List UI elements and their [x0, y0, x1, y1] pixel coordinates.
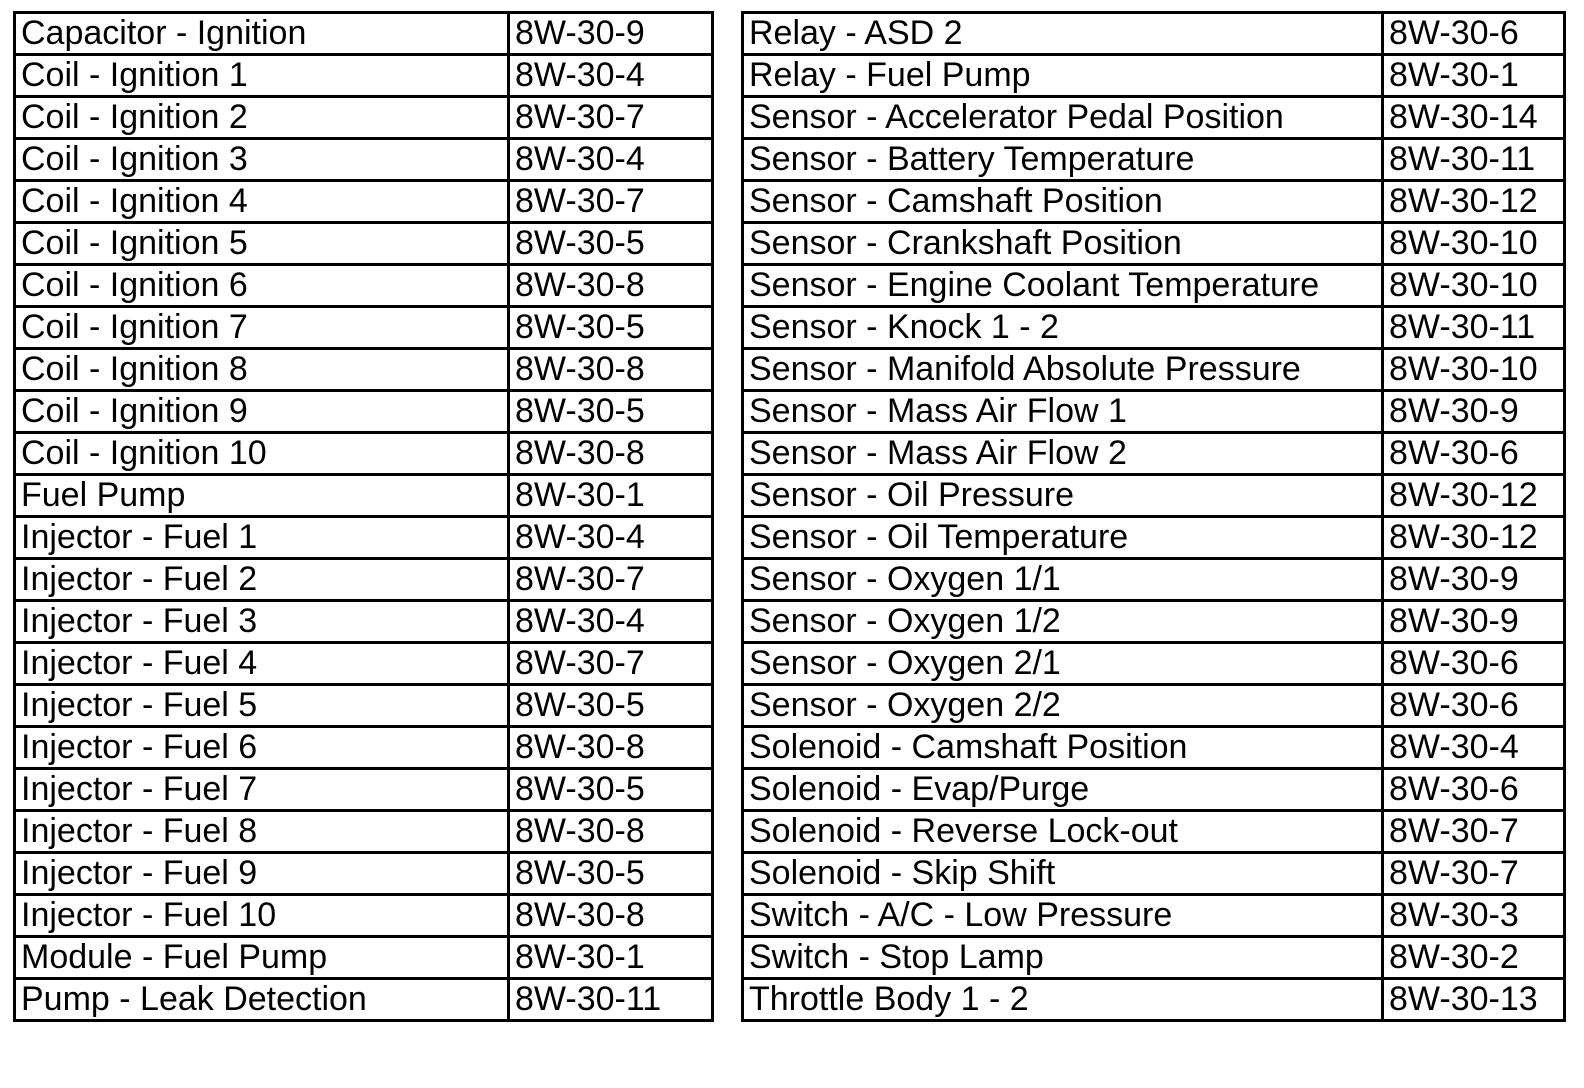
table-row [15, 601, 713, 643]
component-name-cell: Sensor - Crankshaft Position [743, 223, 1383, 265]
page-reference-cell: 8W-30-8 [509, 349, 713, 391]
component-name-cell: Coil - Ignition 10 [15, 433, 509, 475]
page-reference-cell: 8W-30-7 [509, 559, 713, 601]
page-reference-cell: 8W-30-13 [1383, 979, 1565, 1021]
component-name-cell: Coil - Ignition 5 [15, 223, 509, 265]
page-reference-cell: 8W-30-9 [1383, 391, 1565, 433]
table-row [743, 55, 1565, 97]
table-row [15, 769, 713, 811]
table-row [743, 685, 1565, 727]
page-reference-cell: 8W-30-7 [509, 643, 713, 685]
component-name-cell: Solenoid - Skip Shift [743, 853, 1383, 895]
table-row [15, 97, 713, 139]
page-reference-cell: 8W-30-4 [509, 517, 713, 559]
table-row [15, 349, 713, 391]
table-row [743, 265, 1565, 307]
table-row [15, 139, 713, 181]
table-row [743, 811, 1565, 853]
table-row [15, 517, 713, 559]
page-reference-cell: 8W-30-9 [1383, 601, 1565, 643]
table-row [743, 433, 1565, 475]
component-index-table-right [741, 11, 1566, 1022]
page-reference-cell: 8W-30-8 [509, 433, 713, 475]
table-row [743, 895, 1565, 937]
component-name-cell: Throttle Body 1 - 2 [743, 979, 1383, 1021]
table-row [15, 937, 713, 979]
component-name-cell: Pump - Leak Detection [15, 979, 509, 1021]
table-row [743, 139, 1565, 181]
page-reference-cell: 8W-30-8 [509, 727, 713, 769]
table-row [15, 643, 713, 685]
component-name-cell: Coil - Ignition 8 [15, 349, 509, 391]
component-name-cell: Coil - Ignition 9 [15, 391, 509, 433]
component-name-cell: Injector - Fuel 6 [15, 727, 509, 769]
page-reference-cell: 8W-30-7 [509, 181, 713, 223]
component-name-cell: Injector - Fuel 5 [15, 685, 509, 727]
page-reference-cell: 8W-30-7 [1383, 811, 1565, 853]
component-name-cell: Relay - Fuel Pump [743, 55, 1383, 97]
page-reference-cell: 8W-30-3 [1383, 895, 1565, 937]
page-reference-cell: 8W-30-5 [509, 307, 713, 349]
component-name-cell: Injector - Fuel 10 [15, 895, 509, 937]
table-row [15, 391, 713, 433]
component-name-cell: Coil - Ignition 7 [15, 307, 509, 349]
page-reference-cell: 8W-30-6 [1383, 13, 1565, 55]
table-row [743, 559, 1565, 601]
page-reference-cell: 8W-30-2 [1383, 937, 1565, 979]
page-reference-cell: 8W-30-4 [1383, 727, 1565, 769]
component-name-cell: Sensor - Engine Coolant Temperature [743, 265, 1383, 307]
page-reference-cell: 8W-30-11 [1383, 307, 1565, 349]
component-name-cell: Coil - Ignition 4 [15, 181, 509, 223]
table-row [15, 433, 713, 475]
page-reference-cell: 8W-30-5 [509, 223, 713, 265]
component-name-cell: Injector - Fuel 3 [15, 601, 509, 643]
page-reference-cell: 8W-30-8 [509, 811, 713, 853]
component-name-cell: Sensor - Oil Temperature [743, 517, 1383, 559]
page-reference-cell: 8W-30-5 [509, 853, 713, 895]
component-name-cell: Injector - Fuel 2 [15, 559, 509, 601]
page-reference-cell: 8W-30-6 [1383, 685, 1565, 727]
component-name-cell: Switch - A/C - Low Pressure [743, 895, 1383, 937]
page-reference-cell: 8W-30-10 [1383, 265, 1565, 307]
table-row [743, 853, 1565, 895]
table-row [743, 181, 1565, 223]
page-reference-cell: 8W-30-8 [509, 895, 713, 937]
table-row [743, 349, 1565, 391]
component-name-cell: Sensor - Oil Pressure [743, 475, 1383, 517]
table-row [15, 265, 713, 307]
page-reference-cell: 8W-30-4 [509, 601, 713, 643]
page-reference-cell: 8W-30-7 [1383, 853, 1565, 895]
table-row [15, 55, 713, 97]
component-name-cell: Sensor - Battery Temperature [743, 139, 1383, 181]
page-reference-cell: 8W-30-1 [509, 937, 713, 979]
table-row [743, 937, 1565, 979]
component-name-cell: Switch - Stop Lamp [743, 937, 1383, 979]
table-row [743, 643, 1565, 685]
component-name-cell: Coil - Ignition 6 [15, 265, 509, 307]
page-reference-cell: 8W-30-6 [1383, 433, 1565, 475]
table-row [15, 559, 713, 601]
component-name-cell: Sensor - Manifold Absolute Pressure [743, 349, 1383, 391]
component-name-cell: Sensor - Oxygen 1/1 [743, 559, 1383, 601]
table-row [15, 853, 713, 895]
page-reference-cell: 8W-30-6 [1383, 643, 1565, 685]
component-name-cell: Solenoid - Reverse Lock-out [743, 811, 1383, 853]
table-row [15, 181, 713, 223]
component-name-cell: Coil - Ignition 1 [15, 55, 509, 97]
page-reference-cell: 8W-30-11 [1383, 139, 1565, 181]
table-row [743, 517, 1565, 559]
table-row [743, 601, 1565, 643]
component-name-cell: Sensor - Oxygen 1/2 [743, 601, 1383, 643]
page-reference-cell: 8W-30-5 [509, 769, 713, 811]
table-row [743, 979, 1565, 1021]
page-reference-cell: 8W-30-8 [509, 265, 713, 307]
table-row [15, 475, 713, 517]
table-row [15, 979, 713, 1021]
component-name-cell: Injector - Fuel 1 [15, 517, 509, 559]
table-row [743, 307, 1565, 349]
component-name-cell: Injector - Fuel 8 [15, 811, 509, 853]
component-index-table-left [13, 11, 714, 1022]
table-row [15, 223, 713, 265]
component-name-cell: Coil - Ignition 3 [15, 139, 509, 181]
page-reference-cell: 8W-30-7 [509, 97, 713, 139]
page-reference-cell: 8W-30-12 [1383, 181, 1565, 223]
component-name-cell: Sensor - Oxygen 2/2 [743, 685, 1383, 727]
table-row [15, 307, 713, 349]
component-name-cell: Solenoid - Camshaft Position [743, 727, 1383, 769]
table-row [743, 769, 1565, 811]
page-reference-cell: 8W-30-14 [1383, 97, 1565, 139]
component-name-cell: Sensor - Camshaft Position [743, 181, 1383, 223]
component-name-cell: Relay - ASD 2 [743, 13, 1383, 55]
table-row [15, 727, 713, 769]
component-name-cell: Sensor - Knock 1 - 2 [743, 307, 1383, 349]
page-reference-cell: 8W-30-4 [509, 139, 713, 181]
table-row [743, 475, 1565, 517]
component-name-cell: Sensor - Accelerator Pedal Position [743, 97, 1383, 139]
component-name-cell: Solenoid - Evap/Purge [743, 769, 1383, 811]
component-name-cell: Sensor - Mass Air Flow 1 [743, 391, 1383, 433]
component-name-cell: Fuel Pump [15, 475, 509, 517]
table-row [15, 685, 713, 727]
component-name-cell: Injector - Fuel 9 [15, 853, 509, 895]
component-name-cell: Injector - Fuel 4 [15, 643, 509, 685]
page-reference-cell: 8W-30-9 [1383, 559, 1565, 601]
table-row [743, 727, 1565, 769]
table-row [743, 391, 1565, 433]
page-reference-cell: 8W-30-1 [509, 475, 713, 517]
page-reference-cell: 8W-30-11 [509, 979, 713, 1021]
table-row [743, 223, 1565, 265]
component-name-cell: Coil - Ignition 2 [15, 97, 509, 139]
table-row [743, 97, 1565, 139]
table-body-left [15, 13, 713, 1021]
component-name-cell: Capacitor - Ignition [15, 13, 509, 55]
table-body-right [743, 13, 1565, 1021]
page-reference-cell: 8W-30-12 [1383, 475, 1565, 517]
page-reference-cell: 8W-30-5 [509, 391, 713, 433]
page-reference-cell: 8W-30-10 [1383, 349, 1565, 391]
table-row [15, 811, 713, 853]
component-name-cell: Sensor - Oxygen 2/1 [743, 643, 1383, 685]
page-reference-cell: 8W-30-5 [509, 685, 713, 727]
page-reference-cell: 8W-30-12 [1383, 517, 1565, 559]
page-reference-cell: 8W-30-4 [509, 55, 713, 97]
component-name-cell: Sensor - Mass Air Flow 2 [743, 433, 1383, 475]
table-row [15, 895, 713, 937]
page-reference-cell: 8W-30-9 [509, 13, 713, 55]
table-row [15, 13, 713, 55]
page-reference-cell: 8W-30-6 [1383, 769, 1565, 811]
component-name-cell: Module - Fuel Pump [15, 937, 509, 979]
component-name-cell: Injector - Fuel 7 [15, 769, 509, 811]
page-reference-cell: 8W-30-10 [1383, 223, 1565, 265]
table-row [743, 13, 1565, 55]
page-reference-cell: 8W-30-1 [1383, 55, 1565, 97]
